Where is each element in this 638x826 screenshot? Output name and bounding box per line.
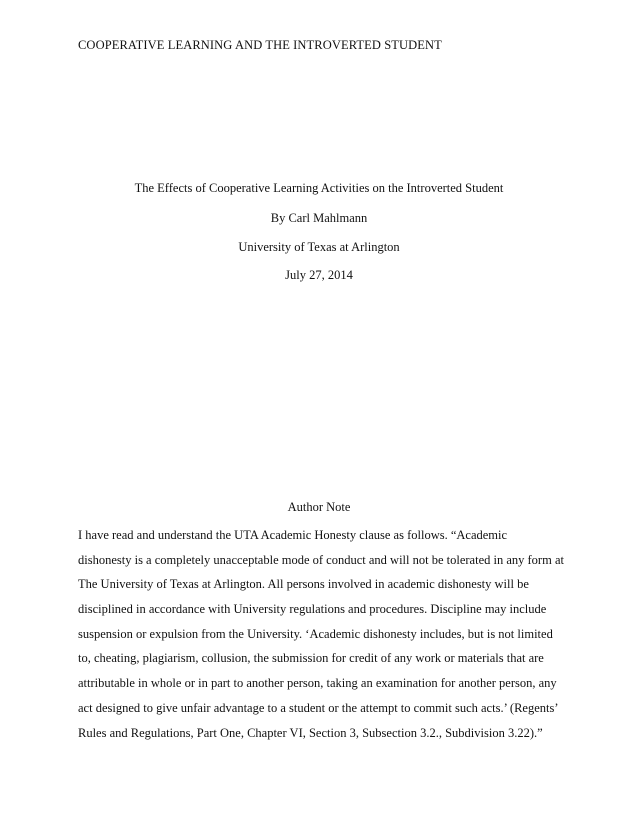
author-note-line: I have read and understand the UTA Academic Honesty clause as follows. “Academic bbox=[78, 528, 508, 542]
institution: University of Texas at Arlington bbox=[238, 240, 400, 254]
author-note-line: dishonesty is a completely unacceptable mode of conduct and will not be tolerated in any form at bbox=[78, 552, 564, 567]
author-note-heading: Author Note bbox=[287, 500, 351, 514]
author-note-line: The University of Texas at Arlington. All persons involved in academic dishonesty will be bbox=[78, 577, 529, 592]
paper-date: July 27, 2014 bbox=[285, 268, 353, 282]
author-note-line: Rules and Regulations, Part One, Chapter VI, Section 3, Subsection 3.2., Subdivision 3.22).” bbox=[78, 725, 543, 740]
author-note-line: disciplined in accordance with University regulations and procedures. Discipline may include bbox=[78, 602, 547, 617]
author-note-line: suspension or expulsion from the University. ‘Academic dishonesty includes, but is not limited bbox=[78, 626, 553, 641]
author-note-line: act designed to give unfair advantage to a student or the attempt to commit such acts.’ (Regents’ bbox=[78, 700, 559, 715]
author-note-body bbox=[78, 523, 564, 745]
paper-title: The Effects of Cooperative Learning Activities on the Introverted Student bbox=[134, 181, 504, 195]
author-note-line: attributable in whole or in part to another person, taking an examination for another person, any bbox=[78, 676, 557, 691]
author-byline: By Carl Mahlmann bbox=[270, 211, 368, 225]
author-note-line: to, cheating, plagiarism, collusion, the submission for credit of any work or materials that are bbox=[78, 651, 544, 666]
running-head: COOPERATIVE LEARNING AND THE INTROVERTED STUDENT bbox=[78, 38, 442, 52]
